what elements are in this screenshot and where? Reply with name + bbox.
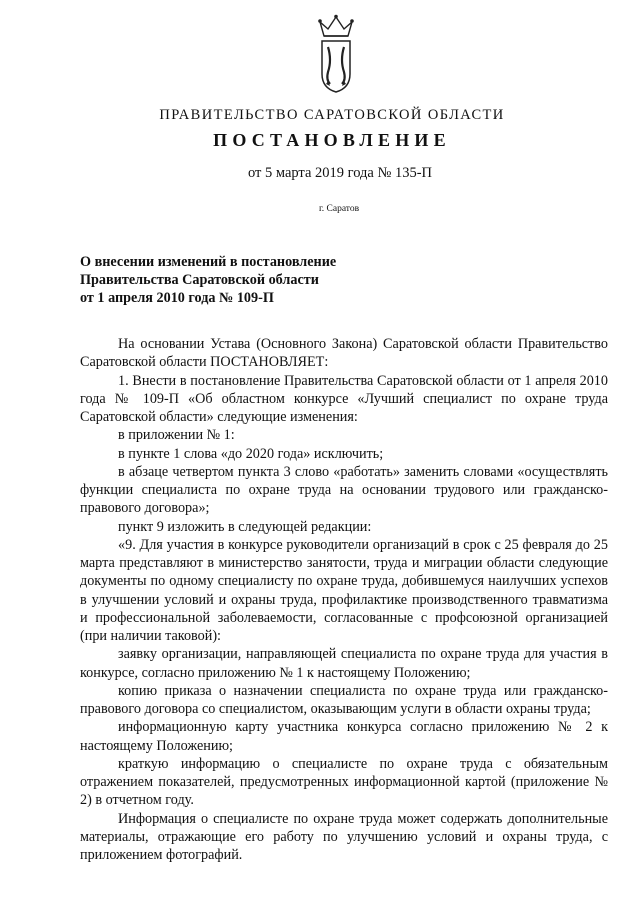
body-paragraph: в приложении № 1:	[118, 427, 235, 444]
body-paragraph: информационную карту участника конкурса согласно приложению № 2 к настоящему Положению;	[80, 719, 608, 754]
body-paragraph: в пункте 1 слова «до 2020 года» исключить;	[118, 445, 384, 462]
subject-line: от 1 апреля 2010 года № 109-П	[80, 290, 274, 306]
body-paragraph: копию приказа о назначении специалиста по охране труда или гражданско-правового договора со специалистом, оказывающим услуги в области охраны труда;	[80, 682, 608, 717]
body-paragraph: краткую информацию о специалисте по охране труда с обязательным отражением показателей, предусмотренных информационной картой (приложение № 2) в отчетном году.	[80, 755, 608, 809]
saratov-coat-of-arms-icon	[314, 14, 358, 96]
body-paragraph: Информация о специалисте по охране труда может содержать дополнительные материалы, отражающие его работу по улучшению условий и охраны труда, с приложением фотографий.	[80, 810, 608, 863]
body-paragraph: На основании Устава (Основного Закона) Саратовской области Правительство Саратовской области ПОСТАНОВЛЯЕТ:	[80, 336, 608, 371]
body-paragraph: в абзаце четвертом пункта 3 слово «работать» заменить словами «осуществлять функции специалиста по охране труда на основании трудового или гражданско-правового договора»;	[80, 463, 608, 517]
document-body	[80, 335, 608, 864]
subject-line: О внесении изменений в постановление	[80, 254, 337, 270]
document-subject	[80, 253, 440, 307]
document-date-number: от 5 марта 2019 года № 135-П	[247, 165, 433, 181]
body-paragraph: 1. Внести в постановление Правительства Саратовской области от 1 апреля 2010 года № 109-П «Об областном конкурсе «Лучший специалист по охране труда Саратовской области» следующие изменения:	[80, 372, 608, 425]
body-paragraph: заявку организации, направляющей специалиста по охране труда для участия в конкурсе, согласно приложению № 1 к настоящему Положению;	[80, 646, 608, 681]
document-type-title: ПОСТАНОВЛЕНИЕ	[213, 130, 451, 150]
government-name: ПРАВИТЕЛЬСТВО САРАТОВСКОЙ ОБЛАСТИ	[159, 107, 505, 123]
body-paragraph: «9. Для участия в конкурсе руководители организаций в срок с 25 февраля до 25 марта представляют в министерство занятости, труда и миграции области следующие документы по одному специалисту по охране труда, добившемуся наилучших успехов в улучшении условий и охраны труда, профилактике производственного травматизма и профессиональной заболеваемости, согласованные с профсоюзной организацией (при наличии таковой):	[80, 536, 608, 644]
document-city: г. Саратов	[318, 204, 360, 214]
body-paragraph: пункт 9 изложить в следующей редакции:	[118, 518, 372, 535]
subject-line: Правительства Саратовской области	[80, 272, 319, 288]
